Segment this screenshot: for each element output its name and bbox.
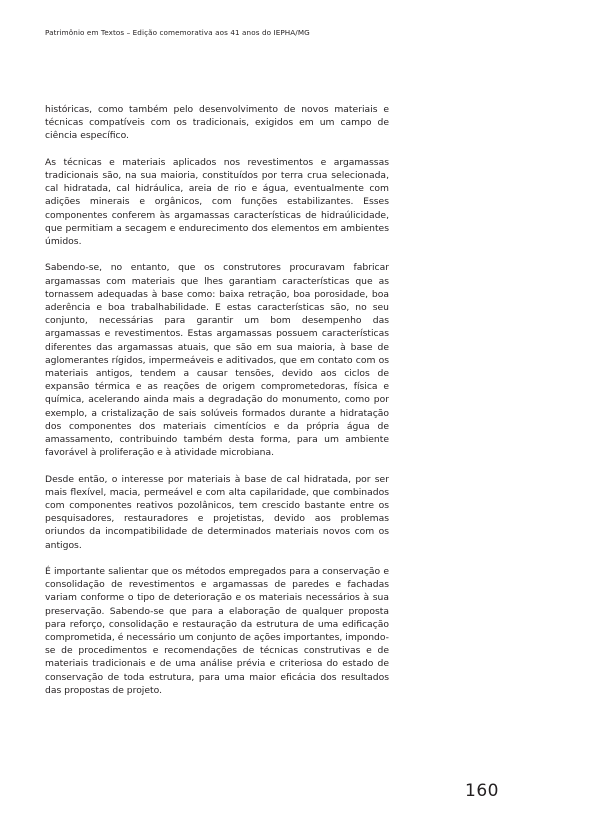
paragraph-1: históricas, como também pelo desenvolvimento de novos materiais e técnicas compatíveis com os tradicionais, exigidos em um campo de ciência específico. [45, 104, 389, 142]
running-header: Patrimônio em Textos – Edição comemorativa aos 41 anos do IEPHA/MG [45, 28, 310, 37]
paragraph-3: Sabendo-se, no entanto, que os construtores procuravam fabricar argamassas com materiais que lhes garantiam características que as tornassem adequadas à base como: baixa retração, boa porosidade, boa aderência e boa trabalhabilidade. E estas características são, no seu conjunto, necessárias para garantir um bom desempenho das argamassas e revestimentos. Estas argamassas possuem características diferentes das argamassas atuais, que são em sua maioria, à base de aglomerantes rígidos, impermeáveis e aditivados, que em contato com os materiais antigos, tendem a causar tensões, devido aos ciclos de expansão térmica e as reações de origem comprometedoras, física e química, acelerando ainda mais a degradação do monumento, como por exemplo, a cristalização de sais solúveis formados durante a hidratação dos componentes dos materiais cimentícios e da própria água de amassamento, contribuindo também desta forma, para um ambiente favorável à proliferação e à atividade microbiana. [45, 262, 389, 459]
paragraph-4: Desde então, o interesse por materiais à base de cal hidratada, por ser mais flexível, macia, permeável e com alta capilaridade, que combinados com componentes reativos pozolânicos, tem crescido bastante entre os pesquisadores, restauradores e projetistas, devido aos problemas oriundos da incompatibilidade de determinados materiais novos com os antigos. [45, 473, 389, 551]
page-number: 160 [465, 781, 499, 801]
paragraph-5: É importante salientar que os métodos empregados para a conservação e consolidação de revestimentos e argamassas de paredes e fachadas variam conforme o tipo de deterioração e os materiais necessários à sua preservação. Sabendo-se que para a elaboração de qualquer proposta para reforço, consolidação e restauração da estrutura de uma edificação comprometida, é necessário um conjunto de ações importantes, impondo-se de procedimentos e recomendações de técnicas construtivas e de materiais tradicionais e de uma análise prévia e criteriosa do estado de conservação de toda estrutura, para uma maior eficácia dos resultados das propostas de projeto. [45, 566, 389, 696]
paragraph-2: As técnicas e materiais aplicados nos revestimentos e argamassas tradicionais são, na sua maioria, constituídos por terra crua selecionada, cal hidratada, cal hidráulica, areia de rio e água, eventualmente com adições minerais e orgânicos, com funções estabilizantes. Esses componentes conferem às argamassas características de hidraúlicidade, que permitiam a secagem e endurecimento dos elementos em ambientes úmidos. [45, 156, 389, 248]
body-text [45, 103, 389, 710]
